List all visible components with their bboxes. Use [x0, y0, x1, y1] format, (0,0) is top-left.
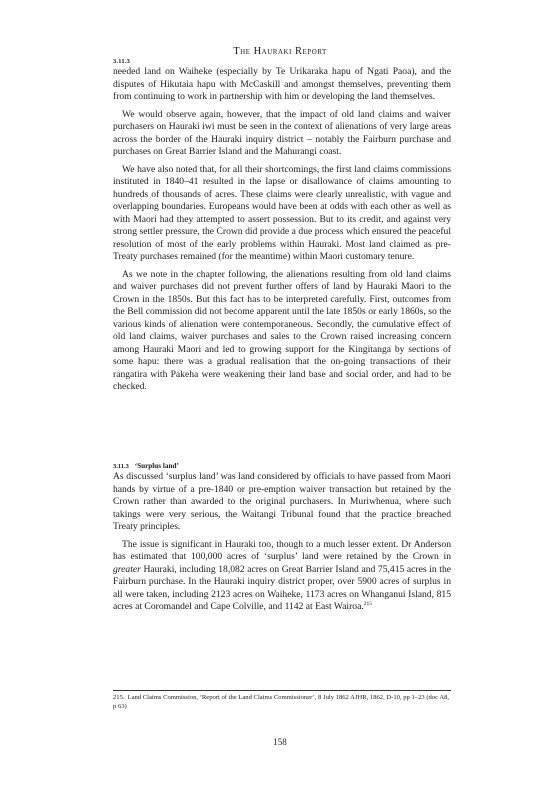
footnote-divider — [113, 690, 451, 691]
page-number: 158 — [273, 737, 287, 747]
subsection-heading — [113, 462, 179, 470]
paragraph-text: The issue is significant in Hauraki too, though to a much lesser extent. Dr Anderson has estimated that 100,000 acres of ‘surplus’ land were retained by the Crown in — [113, 538, 451, 562]
footnote — [113, 694, 451, 711]
subsection-title: ‘Surplus land’ — [134, 462, 179, 470]
footnote-text: Land Claims Commission, ‘Report of the Land Claims Commissioner’, 8 July 1862 AJHR, 1862, D-10, pp 1–23 (doc A8, p 63) — [113, 694, 450, 710]
footnote-reference[interactable]: 215 — [363, 601, 372, 607]
paragraph: We would observe again, however, that the impact of old land claims and waiver purchasers on Hauraki iwi must be seen in the context of alienations of very large areas across the border of the Hauraki inquiry district – notably the Fairburn purchase and purchases on Great Barrier Island and the Mahurangi coast. — [113, 108, 451, 157]
paragraph — [113, 539, 451, 614]
body-text-bottom — [113, 471, 451, 619]
paragraph-text: Hauraki, including 18,082 acres on Great Barrier Island and 75,415 acres in the Fairburn purchase. In the Hauraki inquiry district proper, over 5900 acres of surplus in all were taken, including 2123 acres on Waiheke, 1173 acres on Whanganui Island, 815 acres at Coromandel and Cape Colville, and 1142 at East Wairoa. — [113, 563, 451, 612]
running-head-title: The Hauraki Report — [233, 46, 327, 57]
footnote-number: 215. — [113, 694, 125, 701]
paragraph: As discussed ‘surplus land’ was land considered by officials to have passed from Maori hands by virtue of a pre-1840 or pre-emption waiver transaction but retained by the Crown rather than awarded to the original purchasers. In Muriwhenua, where such takings were very serious, the Waitangi Tribunal found that the practice breached Treaty principles. — [113, 471, 451, 532]
emphasis-text: greater — [113, 563, 141, 575]
paragraph: needed land on Waiheke (especially by Te Urikaraka hapu of Ngati Paoa), and the disputes of Hikutaia hapu with McCaskill and amongst themselves, preventing them from continuing to work in partnership with him or developing the land themselves. — [113, 66, 451, 102]
running-head-section-ref: 3.11.3 — [113, 58, 131, 65]
paragraph: We have also noted that, for all their shortcomings, the first land claims commissions instituted in 1840–41 resulted in the lapse or disallowance of claims amounting to hundreds of thousands of acres. These claims were clearly unrealistic, with vague and overlapping boundaries. Europeans would have been at odds with each other as well as with Maori had they attempted to assert possession. But to its credit, and against very strong settler pressure, the Crown did provide a due process which ensured the peaceful resolution of most of the early problems within Hauraki. Most land claimed as pre-Treaty purchases remained (for the meantime) within Maori customary tenure. — [113, 163, 451, 262]
body-text-top — [113, 66, 451, 399]
paragraph: As we note in the chapter following, the alienations resulting from old land claims and waiver purchases did not prevent further offers of land by Hauraki Maori to the Crown in the 1850s. But this fact has to be interpreted carefully. First, outcomes from the Bell commission did not become apparent until the late 1850s or early 1860s, so the various kinds of alienation were contemporaneous. Secondly, the cumulative effect of old land claims, waiver purchases and sales to the Crown raised increasing concern among Hauraki Maori and led to growing support for the Kingitanga by sections of some hapu: there was a gradual realisation that the on-going transactions of their rangatira with Pakeha were weakening their land base and social order, and had to be checked. — [113, 268, 451, 392]
subsection-number: 3.11.3 — [113, 463, 129, 470]
